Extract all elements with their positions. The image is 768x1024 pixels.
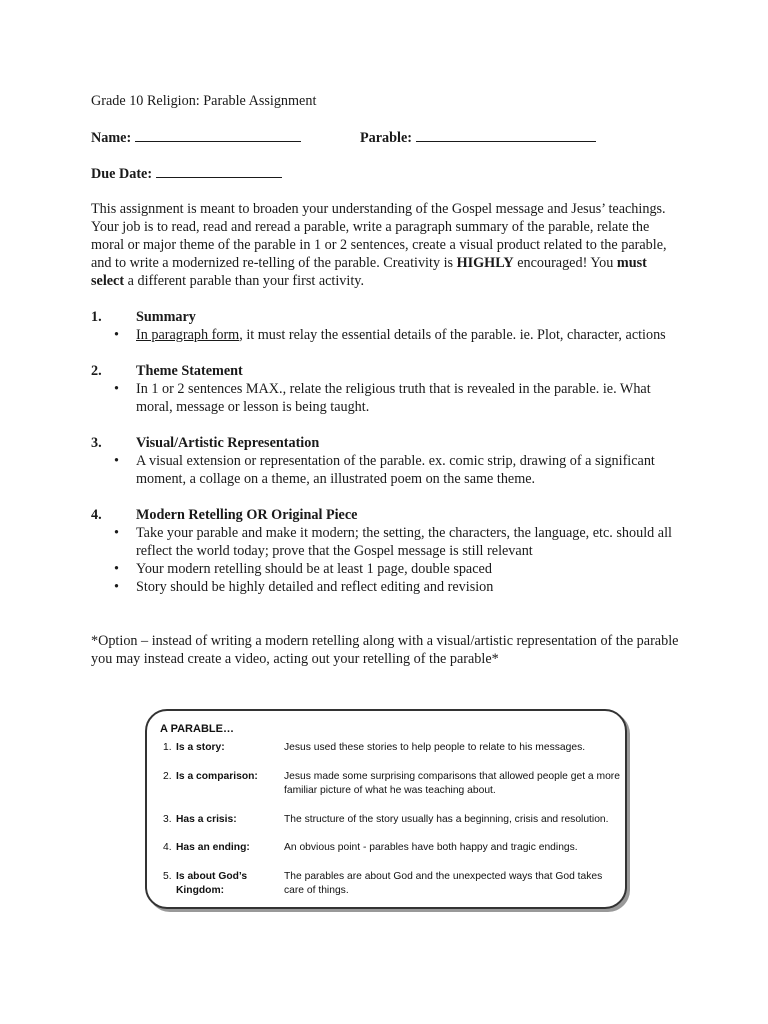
intro-text-1: This assignment is meant to broaden your understanding of the Gospel message and Jesus’ teachings. Your job is to read, read and reread a parable, write a paragraph summary of the parable, relate the moral or major theme of the parable in 1 or 2 sentences, create a visual product related to the parable, and to write a modernized re-telling of the parable. Creativity is xyxy=(91,201,667,271)
item-description: An obvious point - parables have both happy and tragic endings. xyxy=(284,842,578,853)
section-number: 1. xyxy=(91,309,102,325)
intro-text-3: a different parable than your first activity. xyxy=(124,273,365,289)
option-note: *Option – instead of writing a modern retelling along with a visual/artistic representation of the parable you may instead create a video, acting out your retelling of the parable* xyxy=(91,633,679,667)
bullet-icon: • xyxy=(114,525,119,541)
due-date-row xyxy=(91,164,681,182)
bullet-text: , it must relay the essential details of the parable. ie. Plot, character, actions xyxy=(239,327,666,343)
due-date-label: Due Date: xyxy=(91,166,153,182)
bullet-icon: • xyxy=(114,453,119,469)
item-description: Jesus made some surprising comparisons that allowed people get a more familiar picture of what he was teaching about. xyxy=(284,771,620,796)
section-number: 4. xyxy=(91,507,102,523)
section-number: 2. xyxy=(91,363,102,379)
item-number: 3. xyxy=(163,814,172,825)
assignment-page xyxy=(91,92,681,668)
bullet-icon: • xyxy=(114,381,119,397)
bullet-icon: • xyxy=(114,561,119,577)
item-number: 1. xyxy=(163,742,172,753)
name-blank-line xyxy=(135,128,301,142)
bullet-icon: • xyxy=(114,327,119,343)
bullet-text: In 1 or 2 sentences MAX., relate the religious truth that is revealed in the parable. ie. What moral, message or lesson is being taught. xyxy=(136,381,651,415)
list-item xyxy=(91,380,681,416)
name-label: Name: xyxy=(91,130,132,146)
item-label: Is a story: xyxy=(176,742,225,753)
due-date-field xyxy=(91,164,282,183)
page-title: Grade 10 Religion: Parable Assignment xyxy=(91,93,317,109)
item-number: 4. xyxy=(163,842,172,853)
parable-field xyxy=(360,128,596,147)
intro-highly: HIGHLY xyxy=(456,255,514,271)
due-date-blank-line xyxy=(156,164,282,178)
parable-info-box xyxy=(145,709,627,909)
bullet-text: A visual extension or representation of the parable. ex. comic strip, drawing of a significant moment, a collage on a theme, an illustrated poem on the same theme. xyxy=(136,453,655,487)
list-item xyxy=(91,326,681,344)
section-title: Modern Retelling OR Original Piece xyxy=(136,507,358,523)
item-description: The parables are about God and the unexpected ways that God takes care of things. xyxy=(284,871,603,896)
section-title: Visual/Artistic Representation xyxy=(136,435,320,451)
item-number: 2. xyxy=(163,771,172,782)
name-field xyxy=(91,128,301,147)
item-description: The structure of the story usually has a beginning, crisis and resolution. xyxy=(284,814,609,825)
list-item xyxy=(91,524,681,560)
bullet-text: Your modern retelling should be at least 1 page, double spaced xyxy=(136,561,492,577)
item-label: Has an ending: xyxy=(176,842,250,853)
item-label: Is about God’s Kingdom: xyxy=(176,871,248,896)
name-parable-row xyxy=(91,128,681,146)
box-title: A PARABLE… xyxy=(160,723,234,735)
section-title: Summary xyxy=(136,309,196,325)
underlined-text: In paragraph form xyxy=(136,327,240,343)
bullet-text: Take your parable and make it modern; the setting, the characters, the language, etc. should all reflect the world today; prove that the Gospel message is still relevant xyxy=(136,525,672,559)
bullet-text: Story should be highly detailed and reflect editing and revision xyxy=(136,579,494,595)
section-theme-statement xyxy=(91,362,681,416)
list-item xyxy=(91,560,681,578)
section-title: Theme Statement xyxy=(136,363,243,379)
item-number: 5. xyxy=(163,871,172,882)
bullet-icon: • xyxy=(114,579,119,595)
parable-label: Parable: xyxy=(360,130,413,146)
intro-text-2: encouraged! You xyxy=(513,255,617,271)
parable-blank-line xyxy=(416,128,596,142)
section-number: 3. xyxy=(91,435,102,451)
list-item xyxy=(91,578,681,596)
list-item xyxy=(91,452,681,488)
section-visual-artistic xyxy=(91,434,681,488)
intro-must-select: must select xyxy=(91,255,647,289)
item-description: Jesus used these stories to help people to relate to his messages. xyxy=(284,742,586,753)
intro-paragraph xyxy=(91,200,681,290)
item-label: Has a crisis: xyxy=(176,814,237,825)
item-label: Is a comparison: xyxy=(176,771,258,782)
section-modern-retelling xyxy=(91,506,681,596)
section-summary xyxy=(91,308,681,344)
